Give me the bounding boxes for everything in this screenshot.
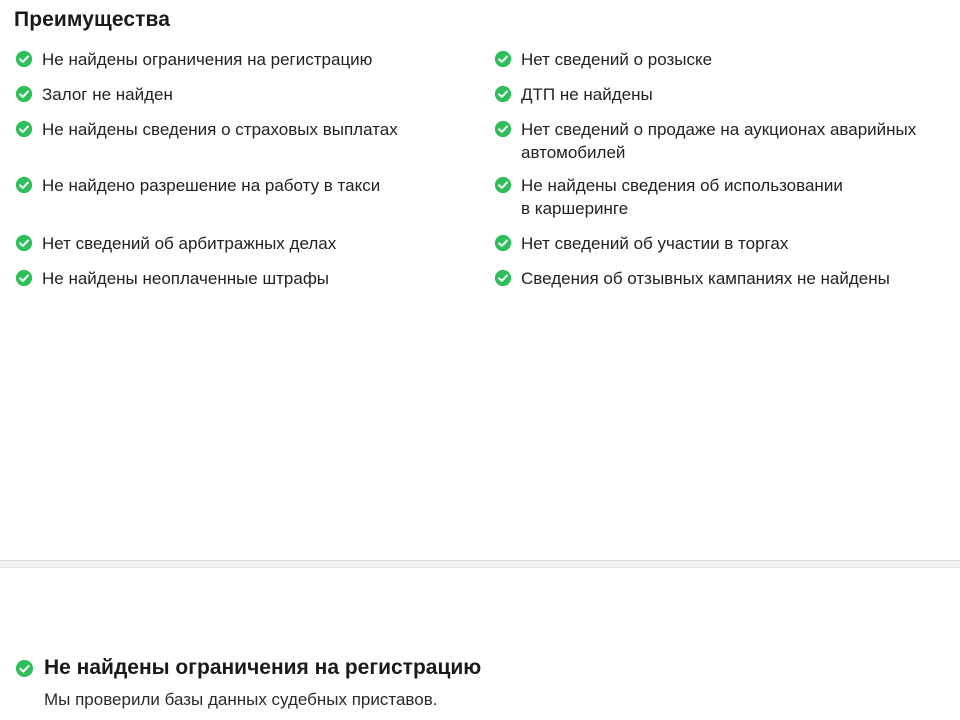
advantage-label: Не найдено разрешение на работу в такси [42, 176, 381, 195]
check-circle-icon [494, 120, 512, 138]
detail-description: Мы проверили базы данных судебных приставов. [44, 690, 438, 709]
advantage-item [494, 267, 954, 290]
check-circle-icon [494, 50, 512, 68]
advantage-item [15, 118, 398, 141]
advantage-label: Нет сведений о продаже на аукционах аварийных автомобилей [521, 120, 917, 162]
advantage-label: Нет сведений о розыске [521, 50, 713, 69]
advantage-item [15, 83, 173, 106]
advantage-label: Нет сведений об участии в торгах [521, 234, 789, 253]
check-circle-icon [494, 85, 512, 103]
detail-header [15, 655, 935, 681]
check-circle-icon [15, 659, 34, 678]
advantage-label: Не найдены сведения о страховых выплатах [42, 120, 398, 139]
section-divider [0, 560, 960, 568]
advantage-item [494, 232, 954, 255]
advantage-label: Нет сведений об арбитражных делах [42, 234, 337, 253]
check-circle-icon [15, 120, 33, 138]
advantage-label: Не найдены сведения об использовании в каршеринге [521, 176, 843, 218]
check-circle-icon [15, 85, 33, 103]
check-circle-icon [15, 234, 33, 252]
detail-block [15, 655, 935, 711]
advantage-item [15, 48, 372, 71]
advantage-item [15, 232, 336, 255]
detail-title: Не найдены ограничения на регистрацию [44, 656, 482, 679]
check-circle-icon [15, 176, 33, 194]
check-circle-icon [15, 269, 33, 287]
advantage-label: ДТП не найдены [521, 85, 653, 104]
check-circle-icon [494, 269, 512, 287]
advantage-label: Не найдены неоплаченные штрафы [42, 269, 330, 288]
advantage-label: Сведения об отзывных кампаниях не найдены [521, 269, 890, 288]
advantage-label: Залог не найден [42, 85, 173, 104]
advantage-label: Не найдены ограничения на регистрацию [42, 50, 373, 69]
check-circle-icon [15, 50, 33, 68]
advantage-item [494, 174, 954, 220]
section-title: Преимущества [14, 8, 171, 31]
check-circle-icon [494, 176, 512, 194]
advantage-item [494, 83, 954, 106]
advantage-item [15, 174, 380, 197]
advantage-item [15, 267, 329, 290]
check-circle-icon [494, 234, 512, 252]
advantage-item [494, 118, 954, 164]
advantage-item [494, 48, 954, 71]
